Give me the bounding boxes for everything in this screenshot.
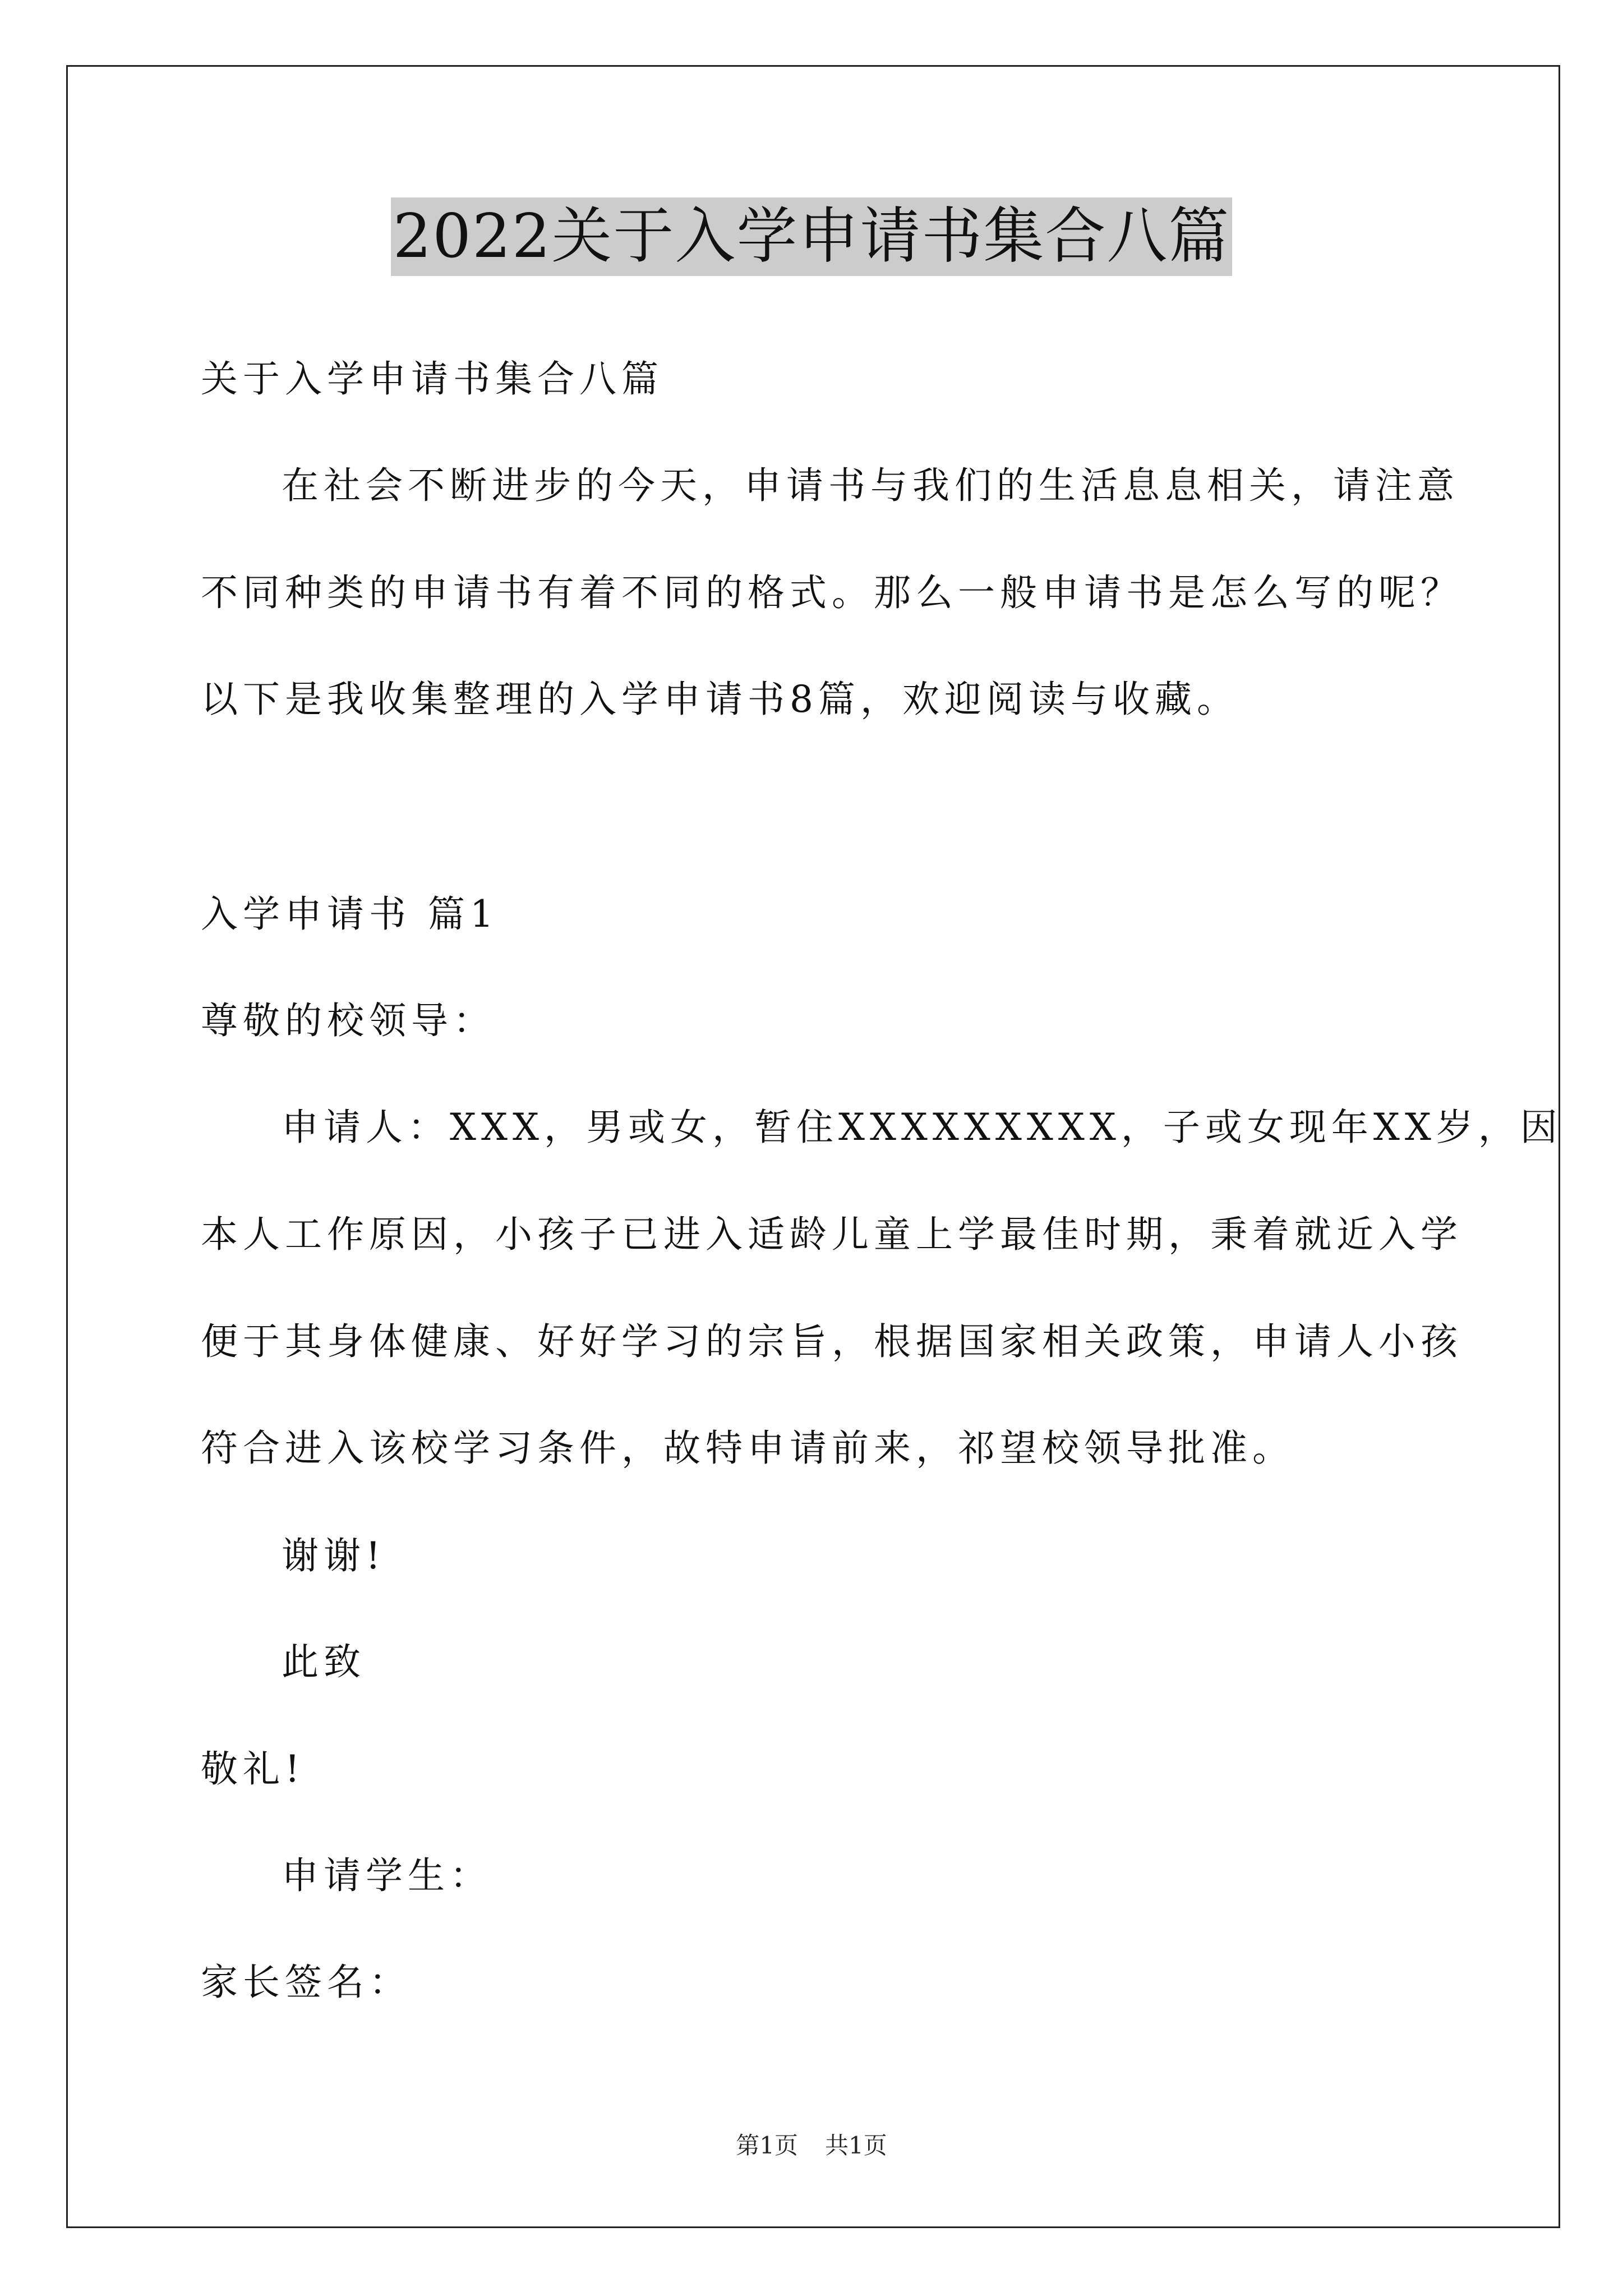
intro-line-1: 在社会不断进步的今天，申请书与我们的生活息息相关，请注意 [282, 464, 1459, 507]
student-sign-line: 申请学生： [282, 1854, 492, 1897]
intro-line-2: 不同种类的申请书有着不同的格式。那么一般申请书是怎么写的呢？ [201, 571, 1463, 614]
body-line-4: 符合进入该校学习条件，故特申请前来，祁望校领导批准。 [201, 1427, 1294, 1470]
closing-line: 此致 [282, 1640, 366, 1683]
parent-sign-line: 家长签名： [201, 1961, 411, 2004]
subtitle: 关于入学申请书集合八篇 [201, 357, 663, 401]
page-footer [0, 2132, 1623, 2160]
document-title: 2022关于入学申请书集合八篇 [391, 197, 1233, 276]
body-line-1: 申请人：XXX，男或女，暂住XXXXXXXXX，子或女现年XX岁，因 [282, 1106, 1562, 1149]
regards-line: 敬礼! [201, 1747, 305, 1791]
body-line-2: 本人工作原因，小孩子已进入适龄儿童上学最佳时期，秉着就近入学 [201, 1213, 1463, 1256]
salutation: 尊敬的校领导： [201, 999, 495, 1042]
section-heading: 入学申请书 篇1 [201, 892, 499, 936]
page-number: 第1页 [736, 2132, 798, 2159]
body-line-3: 便于其身体健康、好好学习的宗旨，根据国家相关政策，申请人小孩 [201, 1320, 1463, 1363]
title-container [0, 197, 1623, 276]
intro-line-3: 以下是我收集整理的入学申请书8篇，欢迎阅读与收藏。 [201, 678, 1239, 721]
page-total: 共1页 [825, 2132, 887, 2159]
thanks-line: 谢谢! [282, 1534, 386, 1577]
